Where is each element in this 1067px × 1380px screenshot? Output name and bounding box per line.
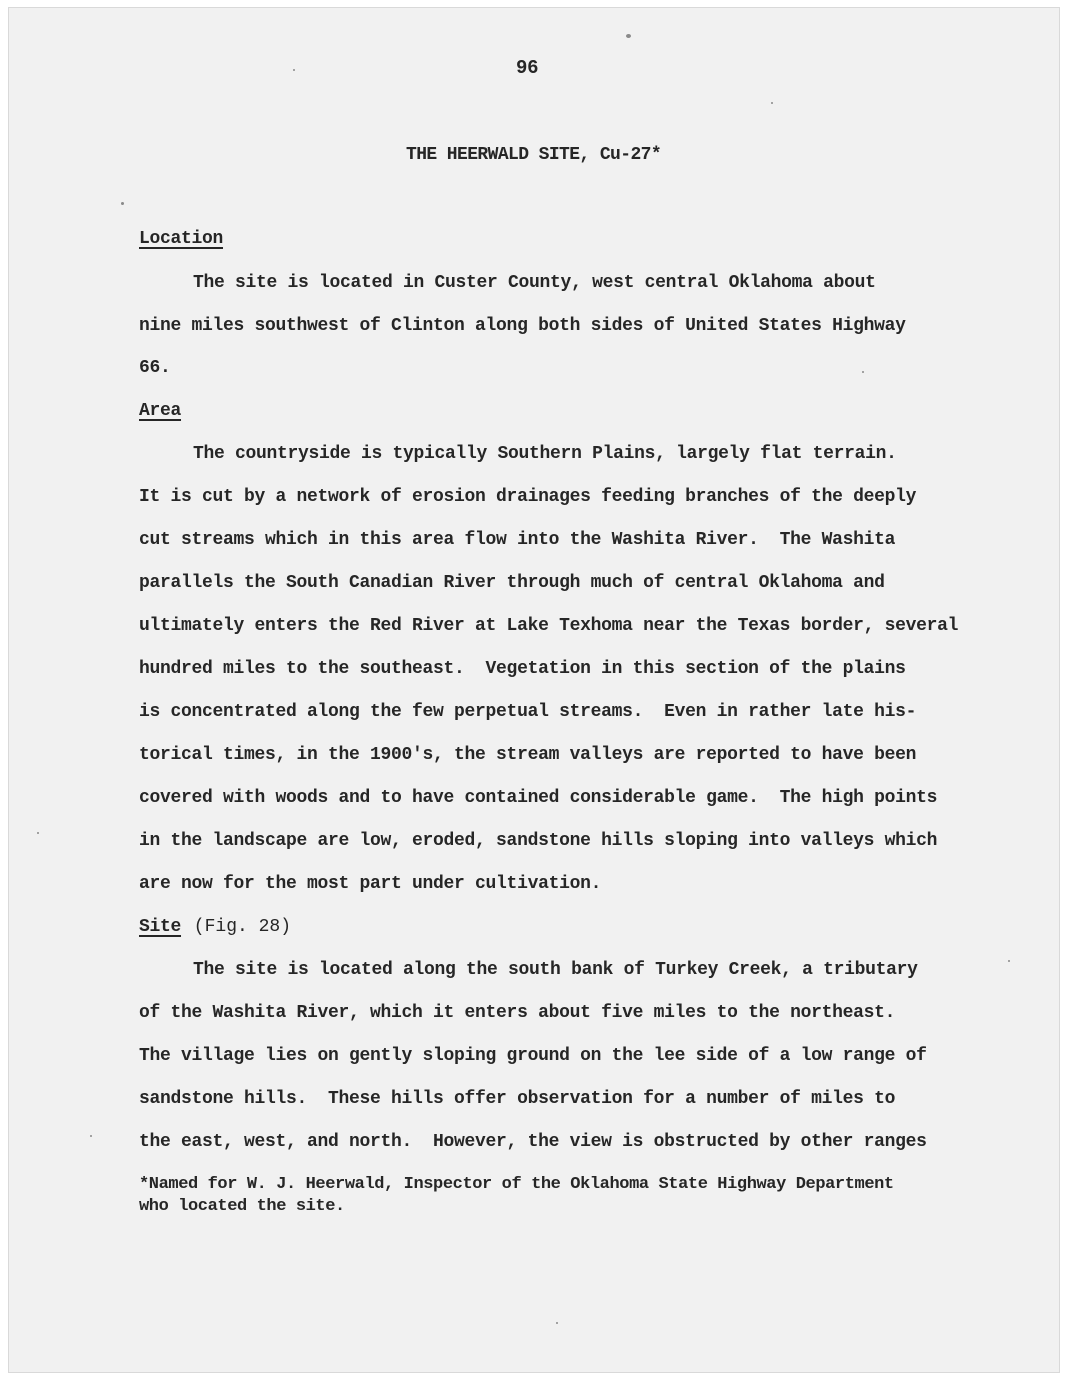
scan-speck <box>1008 960 1010 962</box>
paragraph-line: are now for the most part under cultivation. <box>139 874 602 894</box>
scan-speck <box>37 832 39 834</box>
scan-speck <box>90 1135 92 1137</box>
footnote-line: *Named for W. J. Heerwald, Inspector of the Oklahoma State Highway Department <box>139 1175 894 1194</box>
paragraph-line: cut streams which in this area flow into the Washita River. The Washita <box>139 530 896 550</box>
paragraph-line: nine miles southwest of Clinton along both sides of United States Highway <box>139 316 906 336</box>
section-heading-location: Location <box>139 229 224 249</box>
scan-speck <box>626 34 631 38</box>
paragraph-line: The countryside is typically Southern Plains, largely flat terrain. <box>193 444 897 464</box>
paragraph-line: The village lies on gently sloping ground on the lee side of a low range of <box>139 1046 927 1066</box>
paragraph-line: ultimately enters the Red River at Lake Texhoma near the Texas border, several <box>139 616 959 636</box>
document-title: THE HEERWALD SITE, Cu-27* <box>406 145 662 165</box>
paragraph-line: sandstone hills. These hills offer observation for a number of miles to <box>139 1089 896 1109</box>
figure-reference: (Fig. 28) <box>183 917 292 937</box>
paragraph-line: in the landscape are low, eroded, sandstone hills sloping into valleys which <box>139 831 938 851</box>
paragraph-line: It is cut by a network of erosion drainages feeding branches of the deeply <box>139 487 917 507</box>
paragraph-line: 66. <box>139 358 171 378</box>
scan-speck <box>121 202 124 205</box>
scan-speck <box>771 102 773 104</box>
footnote-line: who located the site. <box>139 1197 345 1216</box>
scan-speck <box>862 371 864 373</box>
paragraph-line: is concentrated along the few perpetual streams. Even in rather late his- <box>139 702 917 722</box>
paragraph-line: parallels the South Canadian River through much of central Oklahoma and <box>139 573 885 593</box>
document-page <box>8 7 1060 1373</box>
paragraph-line: of the Washita River, which it enters about five miles to the northeast. <box>139 1003 896 1023</box>
paragraph-line: the east, west, and north. However, the view is obstructed by other ranges <box>139 1132 927 1152</box>
scan-speck <box>556 1322 558 1324</box>
paragraph-line: covered with woods and to have contained considerable game. The high points <box>139 788 938 808</box>
paragraph-line: The site is located in Custer County, west central Oklahoma about <box>193 273 876 293</box>
paragraph-line: The site is located along the south bank of Turkey Creek, a tributary <box>193 960 918 980</box>
section-heading-area: Area <box>139 401 182 421</box>
paragraph-line: hundred miles to the southeast. Vegetation in this section of the plains <box>139 659 906 679</box>
page-number: 96 <box>516 57 539 79</box>
section-heading-site: Site <box>139 917 182 937</box>
paragraph-line: torical times, in the 1900's, the stream valleys are reported to have been <box>139 745 917 765</box>
scan-speck <box>293 69 295 71</box>
